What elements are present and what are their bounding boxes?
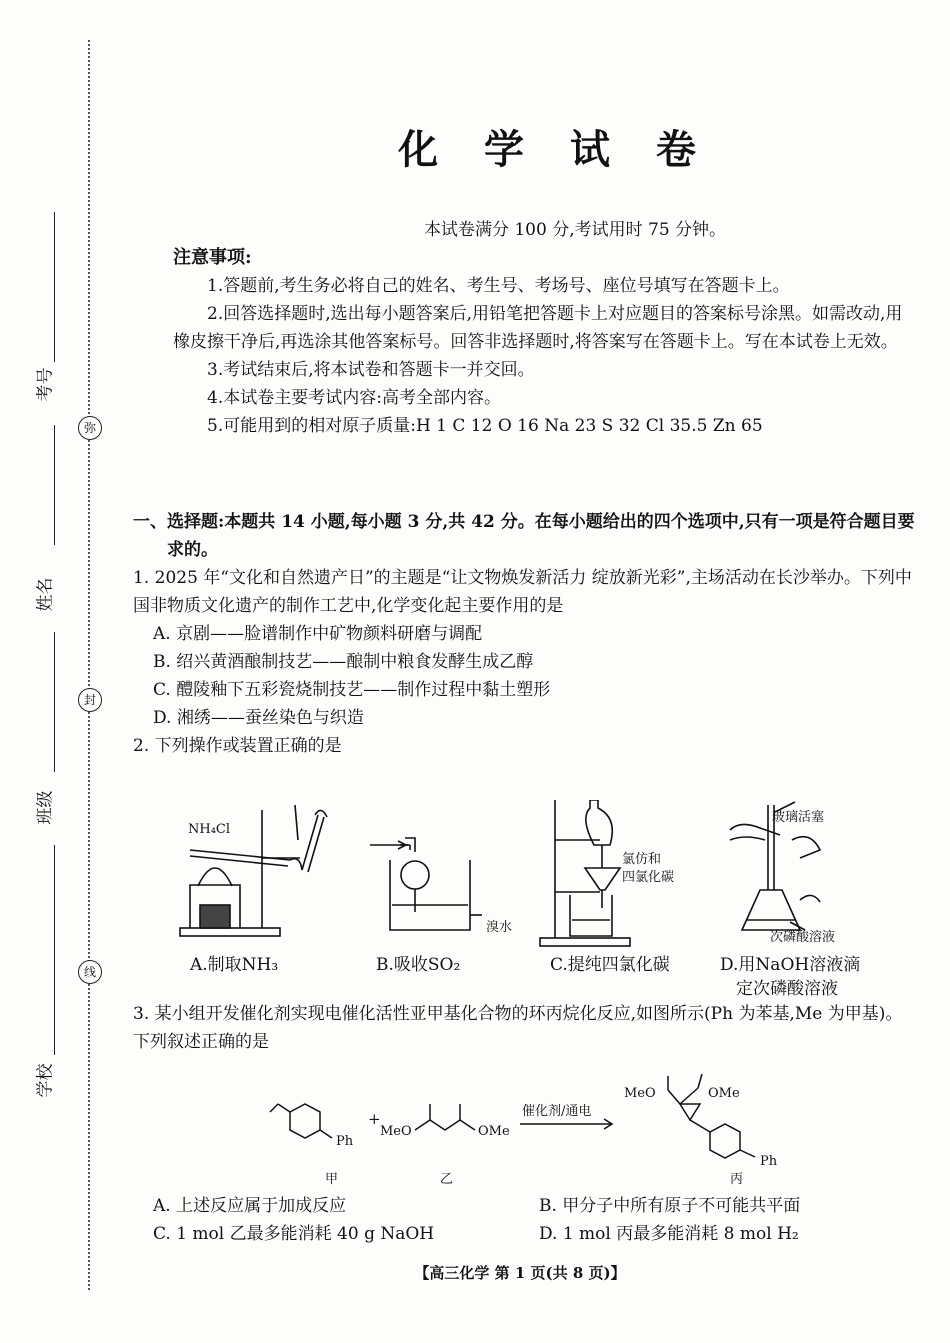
scheme-ome-yi: OMe [478,1124,510,1139]
seal-mi: 弥 [78,416,102,440]
label-nh4cl: NH₄Cl [188,822,231,837]
exam-number-label: 考号 [35,367,56,402]
label-solvent-2: 四氯化碳 [622,870,675,885]
seal-xian: 线 [78,960,102,984]
scheme-meo-bing: MeO [624,1086,656,1101]
notice-item: 2.回答选择题时,选出每小题答案后,用铅笔把答题卡上对应题目的答案标号涂黑。如需改动,用橡皮擦干净后,再选涂其他答案标号。回答非选择题时,将答案写在答题卡上。写在本试卷上无效。 [173,304,903,352]
q3-scheme [240,1062,840,1192]
q3-stem: 3. 某小组开发催化剂实现电催化活性亚甲基化合物的环丙烷化反应,如图所示(Ph 为苯基,Me 为甲基)。下列叙述正确的是 [133,1004,903,1052]
apparatus-c [540,800,630,946]
notice-block [133,216,917,440]
section-heading: 一、选择题:本题共 14 小题,每小题 3 分,共 42 分。在每小题给出的四个选项中,只有一项是符合题目要求的。 [133,512,915,560]
cyclopropane-ring [680,1104,700,1120]
name-rule [54,425,55,545]
exam-number-rule [54,212,55,362]
label-bromine-water: 溴水 [486,920,513,935]
seal-feng: 封 [78,688,102,712]
q1-option-a: A. 京剧——脸谱制作中矿物颜料研磨与调配 [153,624,483,644]
notice-item: 4.本试卷主要考试内容:高考全部内容。 [207,388,501,408]
page-footer: 【高三化学 第 1 页(共 8 页)】 [414,1264,626,1282]
q1-option-b: B. 绍兴黄酒酿制技艺——酿制中粮食发酵生成乙醇 [153,652,534,672]
q1-option-c: C. 醴陵釉下五彩瓷烧制技艺——制作过程中黏土塑形 [153,680,551,700]
benzene-ring-jia [290,1104,320,1138]
binding-dotted-line [88,40,90,1290]
notice-item: 1.答题前,考生务必将自己的姓名、考生号、考场号、座位号填写在答题卡上。 [207,276,790,296]
caption-d-line2: 定次磷酸溶液 [736,979,838,999]
scheme-label-bing: 丙 [730,1172,744,1187]
class-label: 班级 [35,790,56,825]
school-label: 学校 [35,1063,56,1098]
name-label: 姓名 [35,577,56,612]
q2-figures [170,800,900,999]
scheme-ph-bing: Ph [760,1154,778,1169]
q3-block [133,1000,917,1056]
page-title: 化 学 试 卷 [398,126,712,173]
q3-option-a: A. 上述反应属于加成反应 [153,1196,347,1216]
q1-option-d: D. 湘绣——蚕丝染色与织造 [153,708,364,728]
scheme-ph-jia: Ph [336,1134,354,1149]
scheme-conditions: 催化剂/通电 [522,1104,592,1119]
label-glass-stopcock: 玻璃活塞 [772,810,825,825]
q3-option-c: C. 1 mol 乙最多能消耗 40 g NaOH [153,1224,435,1244]
scheme-label-jia: 甲 [325,1172,339,1187]
notice-item: 5.可能用到的相对原子质量:H 1 C 12 O 16 Na 23 S 32 Cl 35.5 Zn 65 [207,416,763,436]
apparatus-b [370,838,482,930]
q1-stem: 1. 2025 年“文化和自然遗产日”的主题是“让文物焕发新活力 绽放新光彩”,主场活动在长沙举办。下列中国非物质文化遗产的制作工艺中,化学变化起主要作用的是 [133,568,912,616]
exam-meta: 本试卷满分 100 分,考试用时 75 分钟。 [423,220,727,240]
class-rule [54,632,55,772]
scheme-meo-yi: MeO [380,1124,412,1139]
q3-option-b: B. 甲分子中所有原子不可能共平面 [539,1196,801,1216]
label-hypophosphorous-acid: 次磷酸溶液 [770,930,836,945]
q2-stem: 2. 下列操作或装置正确的是 [133,736,342,756]
caption-d-line1: D.用NaOH溶液滴 [720,955,861,975]
caption-a: A.制取NH₃ [190,955,279,975]
scheme-label-yi: 乙 [440,1172,454,1187]
school-rule [54,845,55,1055]
questions-block [133,508,917,760]
label-solvent-1: 氯仿和 [622,852,662,867]
notice-item: 3.考试结束后,将本试卷和答题卡一并交回。 [207,360,535,380]
scheme-plus: + [368,1110,381,1128]
scheme-ome-bing: OMe [708,1086,740,1101]
benzene-ring-bing [710,1124,740,1158]
q3-option-d: D. 1 mol 丙最多能消耗 8 mol H₂ [539,1224,799,1244]
notice-heading: 注意事项: [173,247,252,268]
caption-c: C.提纯四氯化碳 [550,955,670,975]
caption-b: B.吸收SO₂ [376,955,461,975]
